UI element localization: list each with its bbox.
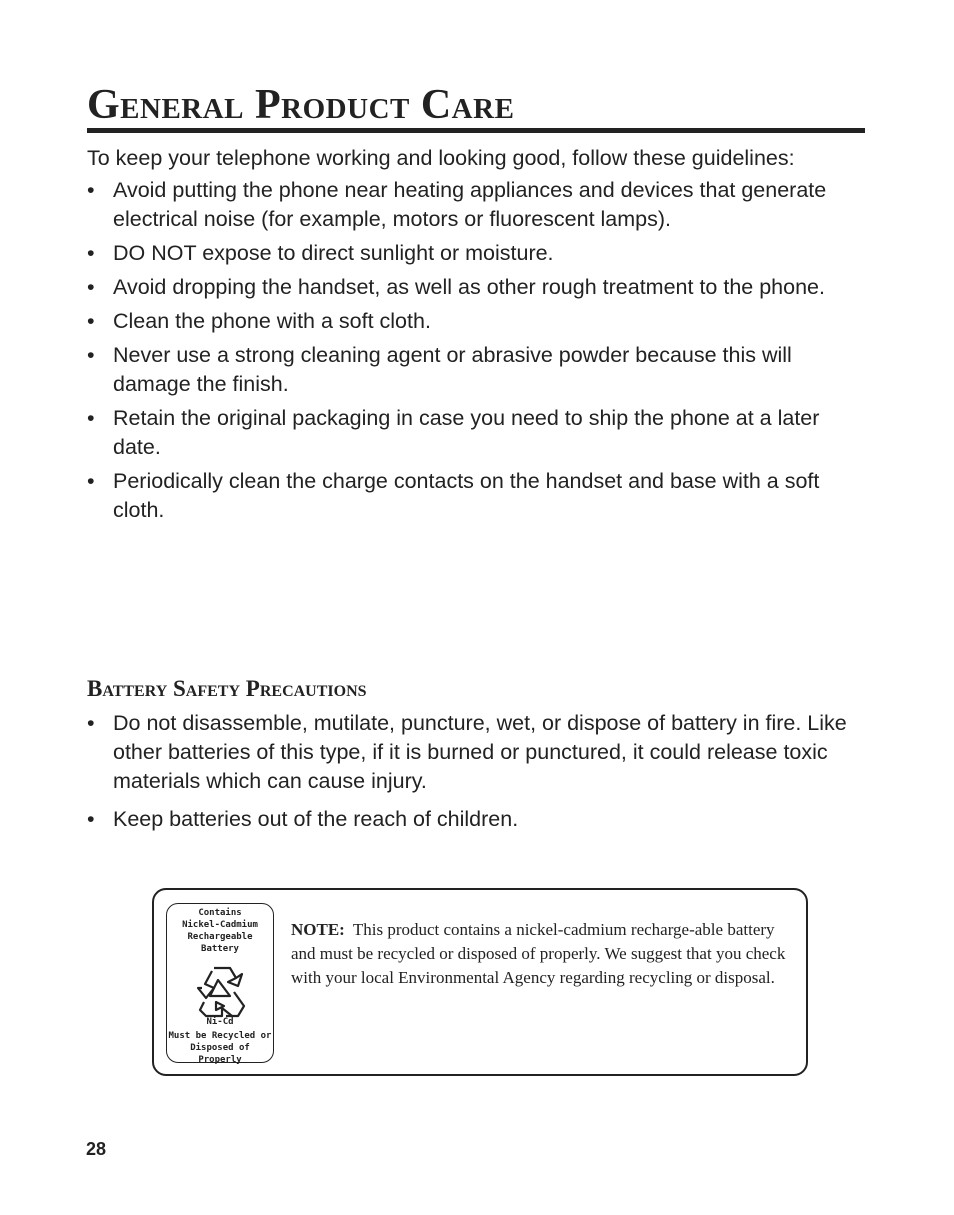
bullet: • xyxy=(87,807,95,831)
list-item xyxy=(87,273,857,302)
page-title: General Product Care xyxy=(87,84,865,133)
recycle-label-line: Must be Recycled or xyxy=(168,1031,272,1041)
recycle-label-line: Contains xyxy=(198,908,242,918)
bullet: • xyxy=(87,178,95,202)
bullet: • xyxy=(87,406,95,430)
list-item xyxy=(87,404,857,462)
battery-note-box xyxy=(152,888,808,1076)
care-guidelines-list xyxy=(87,176,857,530)
list-item-text: Keep batteries out of the reach of children. xyxy=(113,807,519,831)
recycle-label xyxy=(166,903,274,1063)
battery-precautions-list xyxy=(87,709,867,843)
bullet: • xyxy=(87,343,95,367)
list-item-text: Do not disassemble, mutilate, puncture, wet, or dispose of battery in fire. Like other batteries of this type, if it is burned or punctured, it could release toxic materials which can cause injury. xyxy=(113,711,847,793)
list-item xyxy=(87,307,857,336)
list-item xyxy=(87,805,867,834)
bullet: • xyxy=(87,469,95,493)
list-item xyxy=(87,709,867,796)
list-item-text: Never use a strong cleaning agent or abrasive powder because this will damage the finish. xyxy=(113,343,792,396)
note-label: NOTE: xyxy=(291,920,345,939)
recycle-label-top xyxy=(167,907,273,955)
note-body: This product contains a nickel-cadmium recharge-able battery and must be recycled or disposed of properly. We suggest that you check with your local Environmental Agency regarding recycling or disposal. xyxy=(291,920,786,987)
bullet: • xyxy=(87,275,95,299)
note-text xyxy=(291,918,791,990)
list-item xyxy=(87,239,857,268)
list-item xyxy=(87,467,857,525)
recycle-label-line: Rechargeable Battery xyxy=(187,932,253,954)
bullet: • xyxy=(87,309,95,333)
list-item xyxy=(87,341,857,399)
list-item-text: Clean the phone with a soft cloth. xyxy=(113,309,431,333)
bullet: • xyxy=(87,711,95,735)
battery-safety-heading: Battery Safety Precautions xyxy=(87,676,367,701)
recycle-label-line: Nickel-Cadmium xyxy=(182,920,258,930)
list-item-text: Avoid dropping the handset, as well as other rough treatment to the phone. xyxy=(113,275,825,299)
recycle-label-line: Disposed of Properly xyxy=(190,1043,250,1065)
list-item-text: Periodically clean the charge contacts on the handset and base with a soft cloth. xyxy=(113,469,820,522)
list-item xyxy=(87,176,857,234)
recycle-icon xyxy=(192,962,252,1022)
list-item-text: DO NOT expose to direct sunlight or moisture. xyxy=(113,241,554,265)
intro-text: To keep your telephone working and looking good, follow these guidelines: xyxy=(87,146,795,170)
list-item-text: Avoid putting the phone near heating appliances and devices that generate electrical noise (for example, motors or fluorescent lamps). xyxy=(113,178,827,231)
list-item-text: Retain the original packaging in case you need to ship the phone at a later date. xyxy=(113,406,820,459)
bullet: • xyxy=(87,241,95,265)
chemistry-label: Ni-Cd xyxy=(206,1017,234,1027)
page-number: 28 xyxy=(86,1139,107,1159)
recycle-label-bottom xyxy=(167,1030,273,1066)
